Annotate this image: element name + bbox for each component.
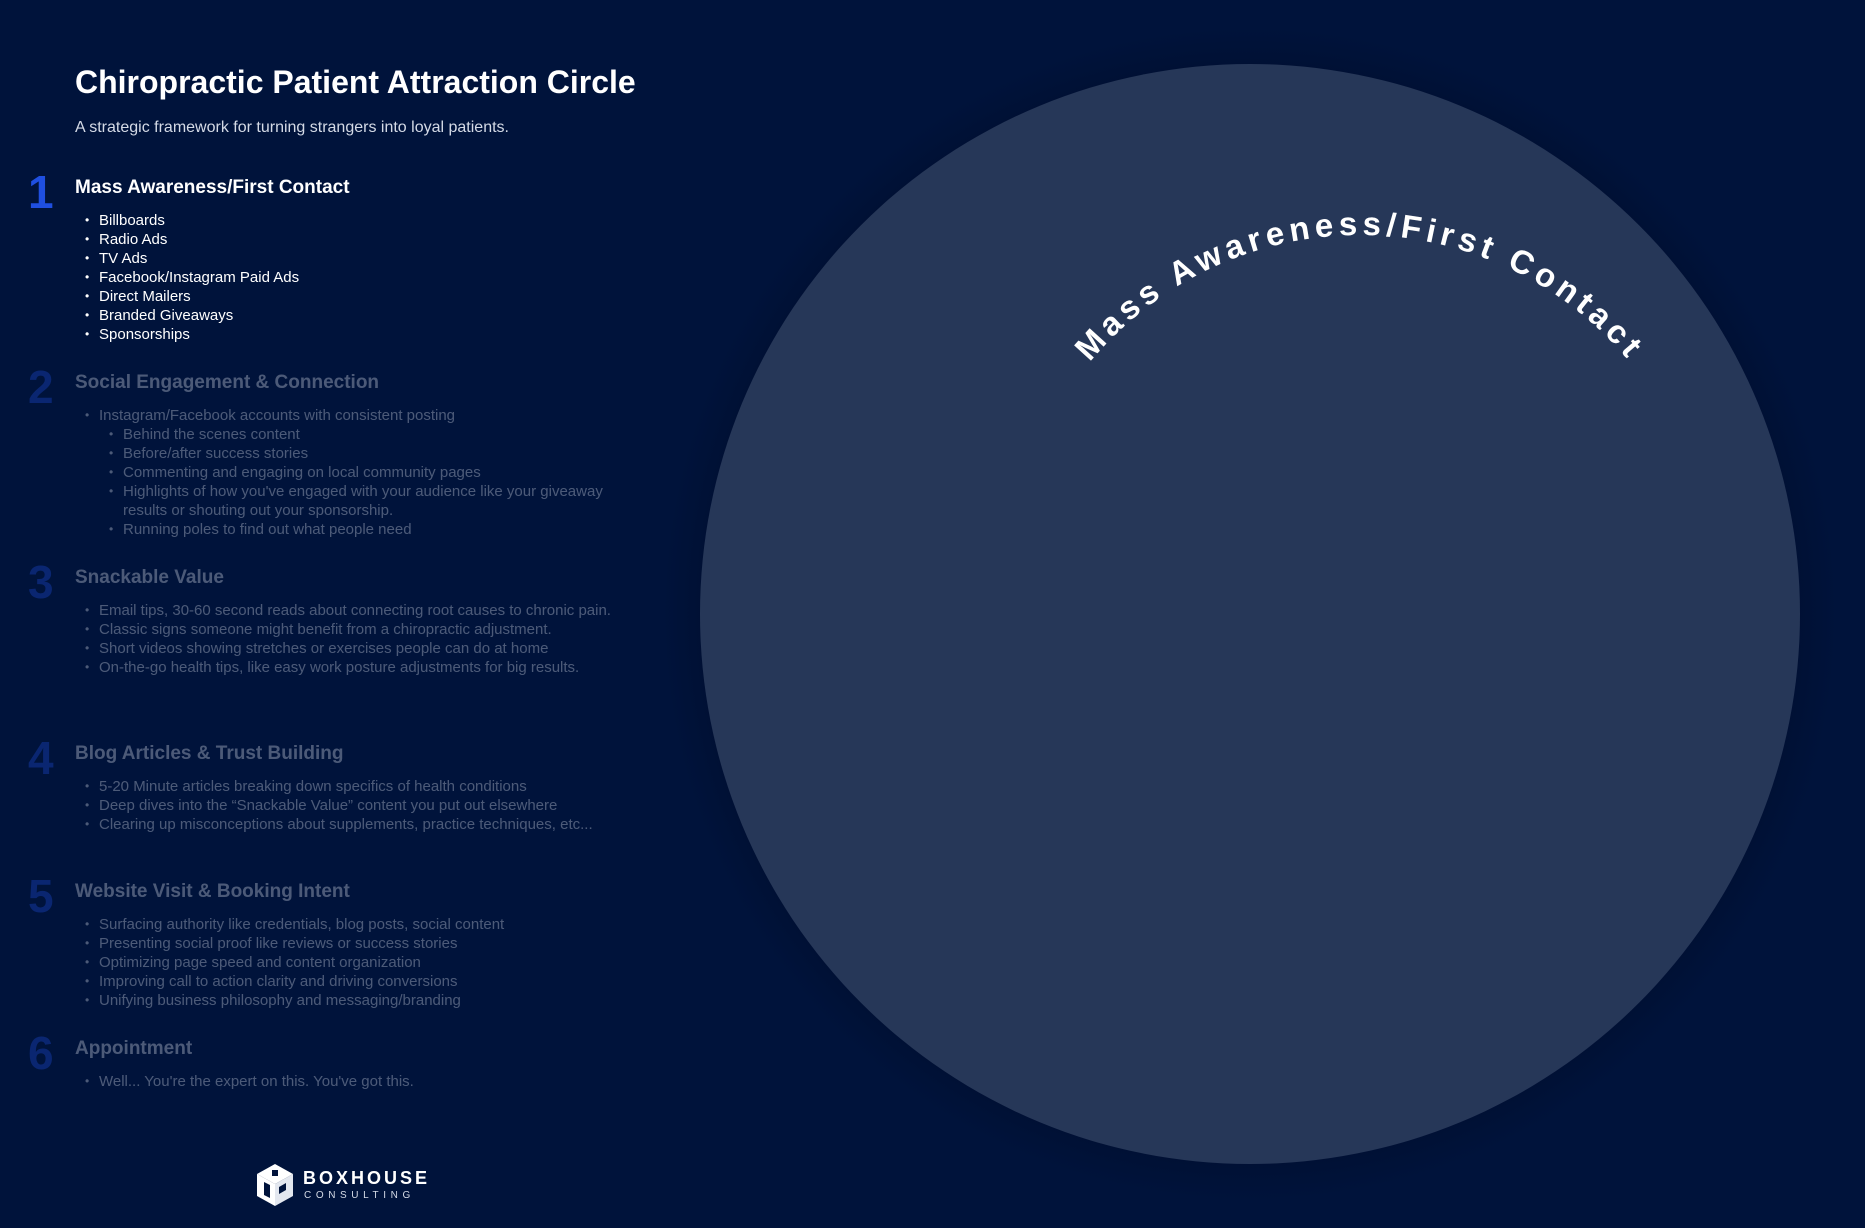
stage-title: Mass Awareness/First Contact	[75, 177, 350, 198]
stage-item: • Radio Ads	[99, 230, 619, 249]
stage-subitem: • Commenting and engaging on local community pages	[123, 463, 619, 482]
stage-item: • Clearing up misconceptions about supplements, practice techniques, etc...	[99, 815, 619, 834]
stage-number: 5	[28, 870, 54, 922]
stage-item: • Deep dives into the “Snackable Value” content you put out elsewhere	[99, 796, 619, 815]
page-title: Chiropractic Patient Attraction Circle	[75, 64, 636, 100]
stage-item: • Billboards	[99, 211, 619, 230]
stage-item: • On-the-go health tips, like easy work posture adjustments for big results.	[99, 658, 619, 677]
stage-items	[99, 211, 619, 344]
stage-item: • Direct Mailers	[99, 287, 619, 306]
stage-item: • Branded Giveaways	[99, 306, 619, 325]
stage-item: • Improving call to action clarity and driving conversions	[99, 972, 619, 991]
stage-number: 6	[28, 1027, 54, 1079]
stage-number: 2	[28, 361, 54, 413]
stage-item: • Unifying business philosophy and messaging/branding	[99, 991, 619, 1010]
stage-title: Website Visit & Booking Intent	[75, 881, 350, 902]
stage-number: 1	[28, 166, 54, 218]
stage-subitem: • Before/after success stories	[123, 444, 619, 463]
stage-panel	[0, 0, 680, 1228]
logo-tagline: CONSULTING	[304, 1190, 415, 1201]
stage-item: • Presenting social proof like reviews or success stories	[99, 934, 619, 953]
circle-arc-label-text: Mass Awareness/First Contact	[1067, 204, 1653, 368]
stage-item: • Well... You're the expert on this. You've got this.	[99, 1072, 619, 1091]
stage-subitem: • Highlights of how you've engaged with your audience like your giveaway results or shouting out your sponsorship.	[123, 482, 619, 520]
stage-number: 4	[28, 732, 54, 784]
stage-item: • Facebook/Instagram Paid Ads	[99, 268, 619, 287]
stage-number: 3	[28, 556, 54, 608]
stage-item: • Optimizing page speed and content organization	[99, 953, 619, 972]
stage-item: • Sponsorships	[99, 325, 619, 344]
page-subtitle: A strategic framework for turning strangers into loyal patients.	[75, 119, 509, 136]
stage-items	[99, 406, 619, 539]
stage-item: • Short videos showing stretches or exercises people can do at home	[99, 639, 619, 658]
stage-item: • Instagram/Facebook accounts with consistent posting	[99, 406, 619, 425]
stage-item: • Email tips, 30-60 second reads about connecting root causes to chronic pain.	[99, 601, 619, 620]
attraction-circle	[660, 30, 1840, 1200]
stage-item: • Surfacing authority like credentials, blog posts, social content	[99, 915, 619, 934]
stage-items	[99, 601, 619, 677]
logo-name: BOXHOUSE	[303, 1168, 431, 1188]
stage-items	[99, 915, 619, 1010]
stage-title: Appointment	[75, 1038, 193, 1059]
cube-logo-icon	[255, 1162, 295, 1208]
stage-items	[99, 1072, 619, 1091]
stage-item: • TV Ads	[99, 249, 619, 268]
stage-subitem: • Behind the scenes content	[123, 425, 619, 444]
attraction-circle-graphic	[660, 30, 1840, 1200]
stage-title: Blog Articles & Trust Building	[75, 743, 344, 764]
stage-items	[99, 777, 619, 834]
stage-subitem: • Running poles to find out what people need	[123, 520, 619, 539]
stage-item: • 5-20 Minute articles breaking down specifics of health conditions	[99, 777, 619, 796]
boxhouse-logo	[255, 1162, 431, 1210]
stage-title: Snackable Value	[75, 567, 224, 588]
stage-title: Social Engagement & Connection	[75, 372, 380, 393]
stage-item: • Classic signs someone might benefit from a chiropractic adjustment.	[99, 620, 619, 639]
